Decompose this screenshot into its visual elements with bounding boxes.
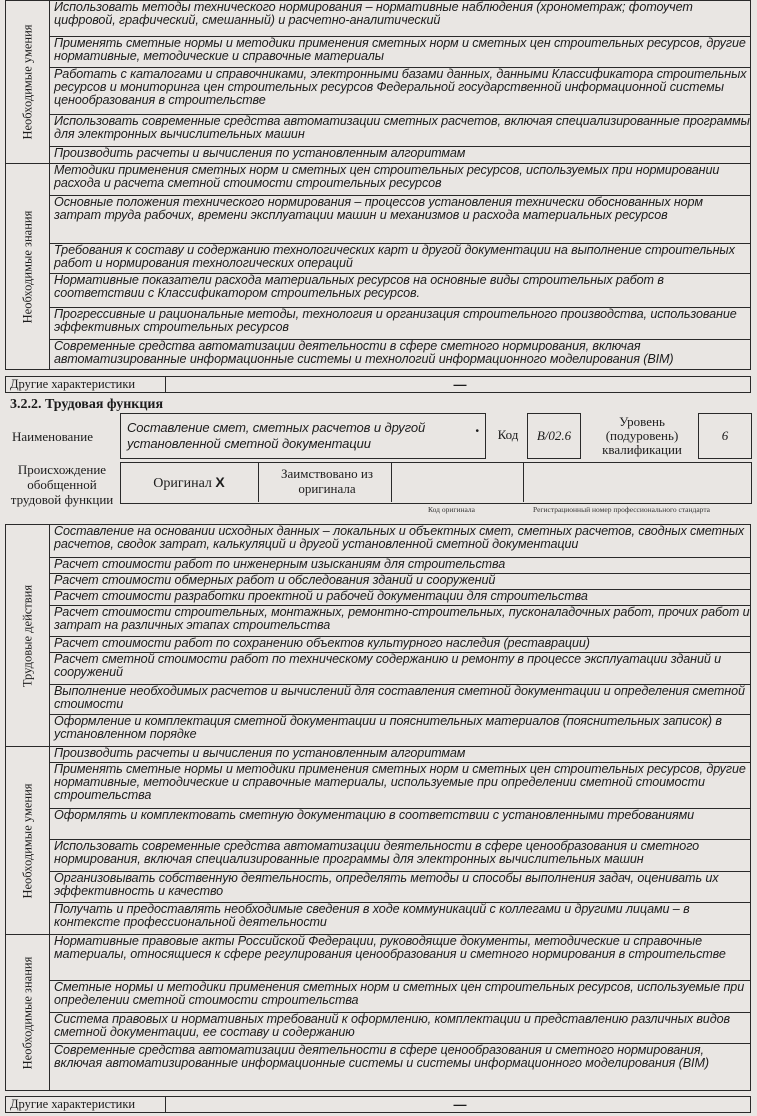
origin-label: Происхождение обобщенной трудовой функции — [10, 462, 114, 507]
name-value: Составление смет, сметных расчетов и другой установленной сметной документации — [127, 420, 426, 451]
knowledge-item: Методики применения сметных норм и сметных цен строительных ресурсов, используемых при нормировании расхода и расчета сметной стоимости строительных ресурсов — [50, 164, 751, 196]
knowledge-item: Сметные нормы и методики применения сметных норм и сметных цен строительных ресурсов, используемые при определении сметной стоимости строительства — [50, 981, 751, 1013]
bottom-requirements-table — [5, 524, 751, 1091]
knowledge-item: Нормативные правовые акты Российской Федерации, руководящие документы, методические и справочные материалы, относящиеся к сфере регулирования ценообразования и сметного нормирования в строительстве — [50, 935, 751, 981]
section-title: 3.2.2. Трудовая функция — [10, 397, 164, 412]
knowledge-item: Основные положения технического нормирования – процессов установления технически обоснованных норм затрат труда рабочих, времени эксплуатации машин и механизмов и расхода материальных ресурсов — [50, 196, 751, 244]
knowledge-item: Прогрессивные и рациональные методы, технология и организация строительного производства, использование эффективных строительных ресурсов — [50, 308, 751, 340]
original-cell — [120, 462, 259, 502]
knowledge-item: Нормативные показатели расхода материальных ресурсов на основные виды строительных работ в соответствии с Классификатором строительных ресурсов. — [50, 274, 751, 308]
skill-item: Производить расчеты и вычисления по установленным алгоритмам — [50, 147, 751, 164]
original-cell-text — [120, 474, 258, 492]
level-value-box — [698, 413, 752, 459]
skill-item: Работать с каталогами и справочниками, электронными базами данных, данными Классификатора строительных ресурсов и мониторинга цен строительных ресурсов Федеральной государственной информационной системы ценообразования в строительстве — [50, 68, 751, 115]
skills-category-label: Необходимые умения — [20, 24, 34, 140]
top-requirements-table — [5, 0, 751, 370]
code-value-box — [527, 413, 581, 459]
knowledge-category-cell — [6, 164, 50, 370]
skill-item: Получать и предоставлять необходимые сведения в ходе коммуникаций с коллегами и другими лицами – в контексте профессиональной деятельности — [50, 903, 751, 935]
skill-item: Использовать современные средства автоматизации сметных расчетов, включая специализированные программы для электронных вычислительных машин — [50, 115, 751, 147]
knowledge-category-label: Необходимые знания — [20, 956, 34, 1069]
skill-item: Применять сметные нормы и методики применения сметных норм и сметных цен строительных ресурсов, другие нормативные, методические и справочные материалы, используемые при определении сметной стоимости строительства — [50, 763, 751, 809]
borrowed-label: Заимствовано из оригинала — [280, 466, 373, 496]
action-item: Расчет стоимости разработки проектной и рабочей документации для строительства — [50, 590, 751, 606]
original-label: Оригинал — [153, 476, 212, 491]
actions-category-label: Трудовые действия — [20, 584, 34, 687]
other-characteristics-label: Другие характеристики — [6, 1097, 166, 1113]
actions-category-cell — [6, 525, 50, 747]
name-label: Наименование — [12, 429, 93, 444]
action-item: Оформление и комплектация сметной документации и пояснительных материалов (пояснительных записок) в установленном порядке — [50, 715, 751, 747]
action-item: Расчет стоимости обмерных работ и обследования зданий и сооружений — [50, 574, 751, 590]
bullet-mark: • — [475, 426, 479, 437]
code-original-caption: Код оригинала — [428, 505, 475, 514]
action-item: Составление на основании исходных данных – локальных и объектных смет, сметных расчетов, сводных сметных расчетов, сводок затрат, калькуляций и другой установленной сметной документации — [50, 525, 751, 558]
name-value-box — [120, 413, 486, 459]
action-item: Расчет стоимости работ по сохранению объектов культурного наследия (реставрации) — [50, 637, 751, 653]
top-other-characteristics-row — [5, 376, 751, 393]
knowledge-item: Система правовых и нормативных требований к оформлению, комплектации и представлению различных видов сметной документации, ее составу и содержанию — [50, 1013, 751, 1044]
knowledge-item: Современные средства автоматизации деятельности в сфере ценообразования и сметного нормирования, включая автоматизированные информационные системы и системы информационного моделирования (BIM) — [50, 1044, 751, 1091]
level-value: 6 — [721, 428, 729, 443]
other-characteristics-value: — — [166, 377, 751, 393]
skill-item: Производить расчеты и вычисления по установленным алгоритмам — [50, 747, 751, 763]
skill-item: Организовывать собственную деятельность, определять методы и способы выполнения задач, оценивать их эффективность и качество — [50, 872, 751, 903]
level-label: Уровень (подуровень) квалификации — [602, 414, 682, 457]
other-characteristics-value: — — [166, 1097, 751, 1113]
code-label: Код — [497, 427, 519, 442]
action-item: Расчет стоимости работ по инженерным изысканиям для строительства — [50, 558, 751, 574]
borrowed-cell — [259, 462, 392, 502]
skills-category-cell — [6, 1, 50, 164]
code-value: B/02.6 — [536, 428, 572, 443]
knowledge-item: Современные средства автоматизации деятельности в сфере сметного нормирования, включая автоматизированные информационные системы и технологий информационного моделирования (BIM) — [50, 340, 751, 370]
other-characteristics-label: Другие характеристики — [6, 377, 166, 393]
skill-item: Использовать методы технического нормирования – нормативные наблюдения (хронометраж; фотоучет цифровой, графический, смешанный) и расчетно-аналитический — [50, 1, 751, 37]
skills-category-label: Необходимые умения — [20, 782, 34, 899]
action-item: Расчет стоимости строительных, монтажных, ремонтно-строительных, пусконаладочных работ, прочих работ и затрат на различных этапах строительства — [50, 606, 751, 637]
skills-category-cell — [6, 747, 50, 935]
reg-number-caption: Регистрационный номер профессионального стандарта — [533, 505, 711, 514]
skill-item: Применять сметные нормы и методики применения сметных норм и сметных цен строительных ресурсов, другие нормативные, методические и справочные материалы — [50, 37, 751, 68]
bottom-other-characteristics-row — [5, 1096, 751, 1113]
knowledge-category-label: Необходимые знания — [20, 210, 34, 323]
action-item: Расчет сметной стоимости работ по техническому содержанию и ремонту в процессе эксплуатации зданий и сооружений — [50, 653, 751, 685]
knowledge-item: Требования к составу и содержанию технологических карт и другой документации на выполнение строительных работ и нормирования технологических операций — [50, 244, 751, 274]
action-item: Выполнение необходимых расчетов и вычислений для составления сметной документации и определения сметной стоимости — [50, 685, 751, 715]
original-mark: X — [215, 474, 225, 490]
knowledge-category-cell — [6, 935, 50, 1091]
skill-item: Оформлять и комплектовать сметную документацию в соответствии с установленными требованиями — [50, 809, 751, 840]
skill-item: Использовать современные средства автоматизации деятельности в сфере ценообразования и сметного нормирования, включая специализированные программы для электронных вычислительных машин — [50, 840, 751, 872]
origin-divider — [523, 462, 524, 502]
